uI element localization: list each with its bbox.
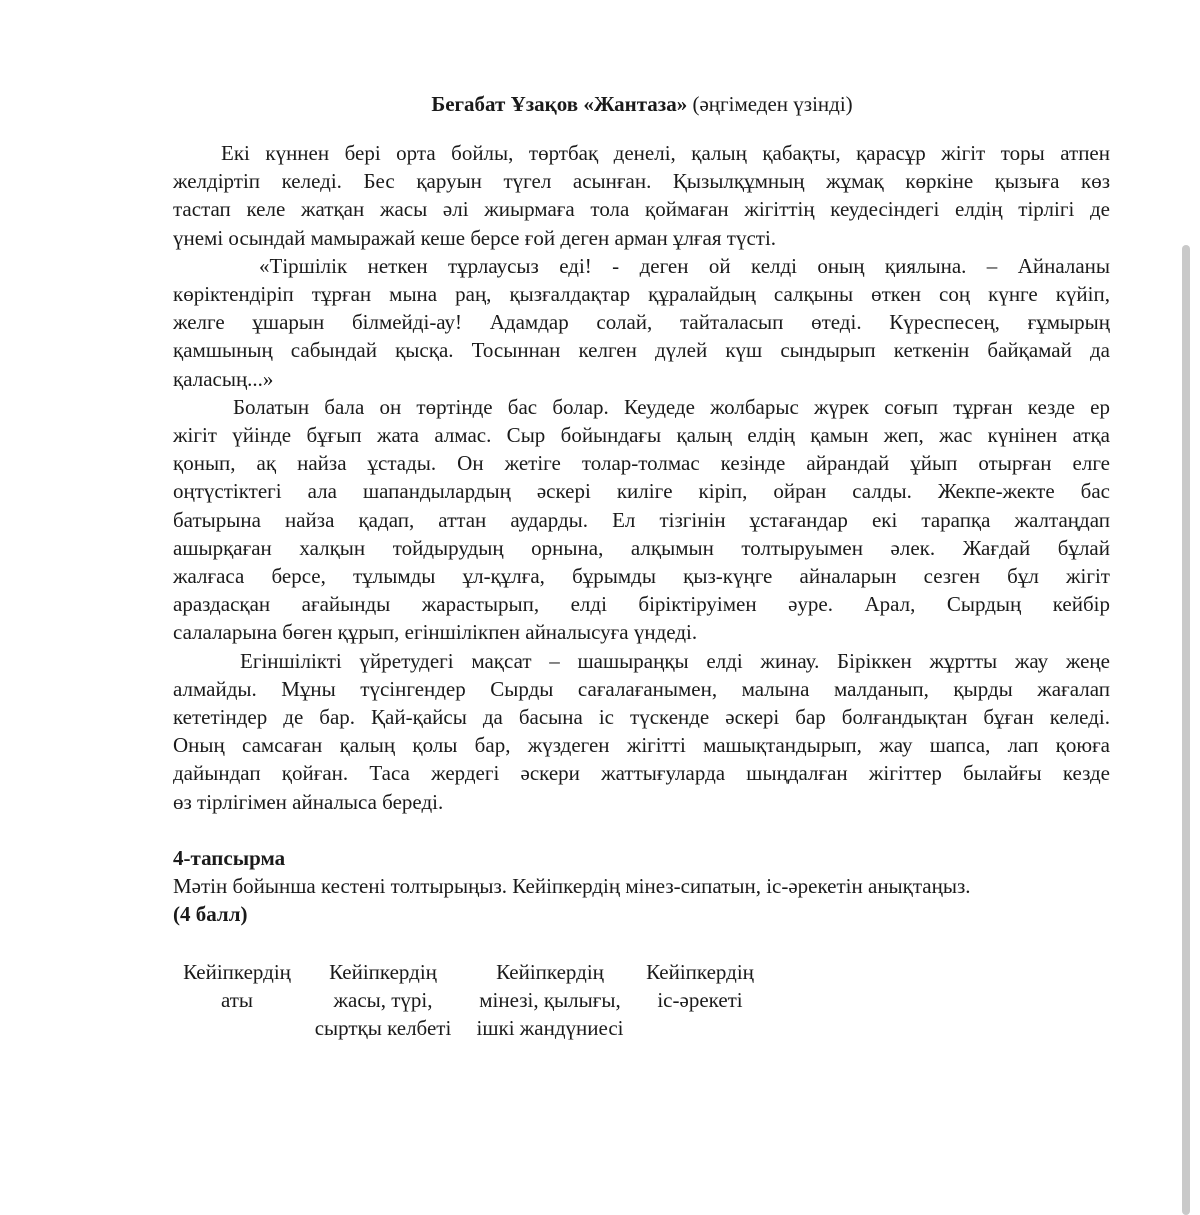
table-header-cell: жасы, түрі, <box>333 988 433 1012</box>
task-heading: 4-тапсырма <box>173 846 286 870</box>
paragraph-line: ашырқаған халқын тойдырудың орнына, алқымын толтыруымен әлек. Жағдай бұлай <box>173 535 1110 560</box>
paragraph-line: оңтүстіктегі ала шапандылардың әскері килігe кіріп, ойран салды. Жекпе-жекте бас <box>173 479 1110 504</box>
paragraph-line: тастап келе жатқан жасы әлі жиырмаға тола қоймаған жігіттің кеудесіндегі елдің тірлігі де <box>173 197 1110 222</box>
paragraph-line: салаларына бөген құрып, егіншілікпен айналысуға үндеді. <box>173 620 698 645</box>
paragraph-line: араздасқан ағайынды жарастырып, елді біріктіруімен әуре. Арал, Сырдың кейбір <box>173 592 1110 617</box>
task-instruction: Мәтін бойынша кестені толтырыңыз. Кейіпкердің мінез-сипатын, іс-әрекетін анықтаңыз. <box>173 874 971 898</box>
document-title <box>0 90 1200 118</box>
paragraph-line: желге ұшарын білмейді-ау! Адамдар солай, тайталасып өтеді. Күреспесең, ғұмырың <box>173 310 1110 335</box>
paragraph-line: қамшының сабындай қысқа. Тосыннан келген дүлей күш сындырып кеткенін байқамай да <box>173 338 1110 363</box>
scrollbar[interactable] <box>1182 245 1190 1215</box>
paragraph-line: жалғаса берсе, тұлымды ұл-құлға, бұрымды қыз-күңге айналарын сезген бұл жігіт <box>173 564 1110 588</box>
table-header-cell: аты <box>220 988 254 1012</box>
paragraph-line: Болатын бала он төртінде бас болар. Кеудеде жолбарыс жүрек соғып тұрған кезде ер <box>233 394 1110 419</box>
paragraph-line: «Тіршілік неткен тұрлаусыз еді! - деген ой келді оның қиялына. – Айналаны <box>259 253 1110 278</box>
paragraph-line: жігіт үйінде бұғып жата алмас. Сыр бойындағы қалың елдің қамын жеп, жас күнінен атқа <box>173 423 1110 447</box>
table-header-cell: Кейіпкердің <box>329 960 437 984</box>
paragraph-line: Оның самсаған қалың қолы бар, жүздеген жігітті машықтандырып, жау шапса, лап қоюға <box>173 733 1110 758</box>
paragraph-line: Егіншілікті үйретудегі мақсат – шашыраңқы елді жинау. Біріккен жұртты жау жеңе <box>240 648 1110 673</box>
paragraph-line: үнемі осындай мамыражай кеше берсе ғой деген арман ұлғая түсті. <box>173 225 777 250</box>
title-note: (әңгімеден үзінді) <box>692 92 853 116</box>
table-header-cell: Кейіпкердің <box>183 960 291 984</box>
task-points: (4 балл) <box>173 902 248 926</box>
paragraph-line: өз тірлігімен айналыса береді. <box>173 789 444 814</box>
title-author-work: Бегабат Ұзақов «Жантаза» <box>431 92 688 116</box>
table-header-cell: мінезі, қылығы, <box>479 988 621 1012</box>
paragraph-line: дайындап қойған. Таса жердегі әскери жаттығуларда шыңдалған жігіттер былайғы кезде <box>173 761 1110 786</box>
table-header-cell: сыртқы келбеті <box>314 1016 452 1040</box>
paragraph-line: кететіндер де бар. Қай-қайсы да басына іс түскенде әскері бар болғандықтан бұған келеді. <box>173 705 1110 729</box>
paragraph-line: Екі күннен бері орта бойлы, төртбақ денелі, қалың қабақты, қарасұр жігіт торы атпен <box>221 141 1110 165</box>
paragraph-line: батырына найза қадап, аттан аударды. Ел тізгінін ұстағандар екі тарапқа жалтаңдап <box>173 507 1110 532</box>
table-header-cell: ішкі жандүниесі <box>476 1016 624 1040</box>
paragraph-line: желдіртіп келеді. Бес қаруын түгел асынған. Қызылқұмның жұмақ көркіне қызыға көз <box>173 169 1110 194</box>
table-header-cell: Кейіпкердің <box>646 960 754 984</box>
paragraph-line: көріктендіріп тұрған мына раң, қызғалдақтар құралайдың салқыны өткен соң күнге күйіп, <box>173 282 1110 306</box>
table-header-cell: іс-әрекеті <box>657 988 743 1012</box>
paragraph-line: алмайды. Мұны түсінгендер Сырды сағалағанымен, малына малданып, қырды жағалап <box>173 676 1110 701</box>
paragraph-line: қаласың...» <box>173 366 274 391</box>
paragraph-line: қонып, ақ найза ұстады. Он жетіге толар-толмас кезінде айрандай ұйып отырған елге <box>173 451 1110 476</box>
table-header-cell: Кейіпкердің <box>496 960 604 984</box>
